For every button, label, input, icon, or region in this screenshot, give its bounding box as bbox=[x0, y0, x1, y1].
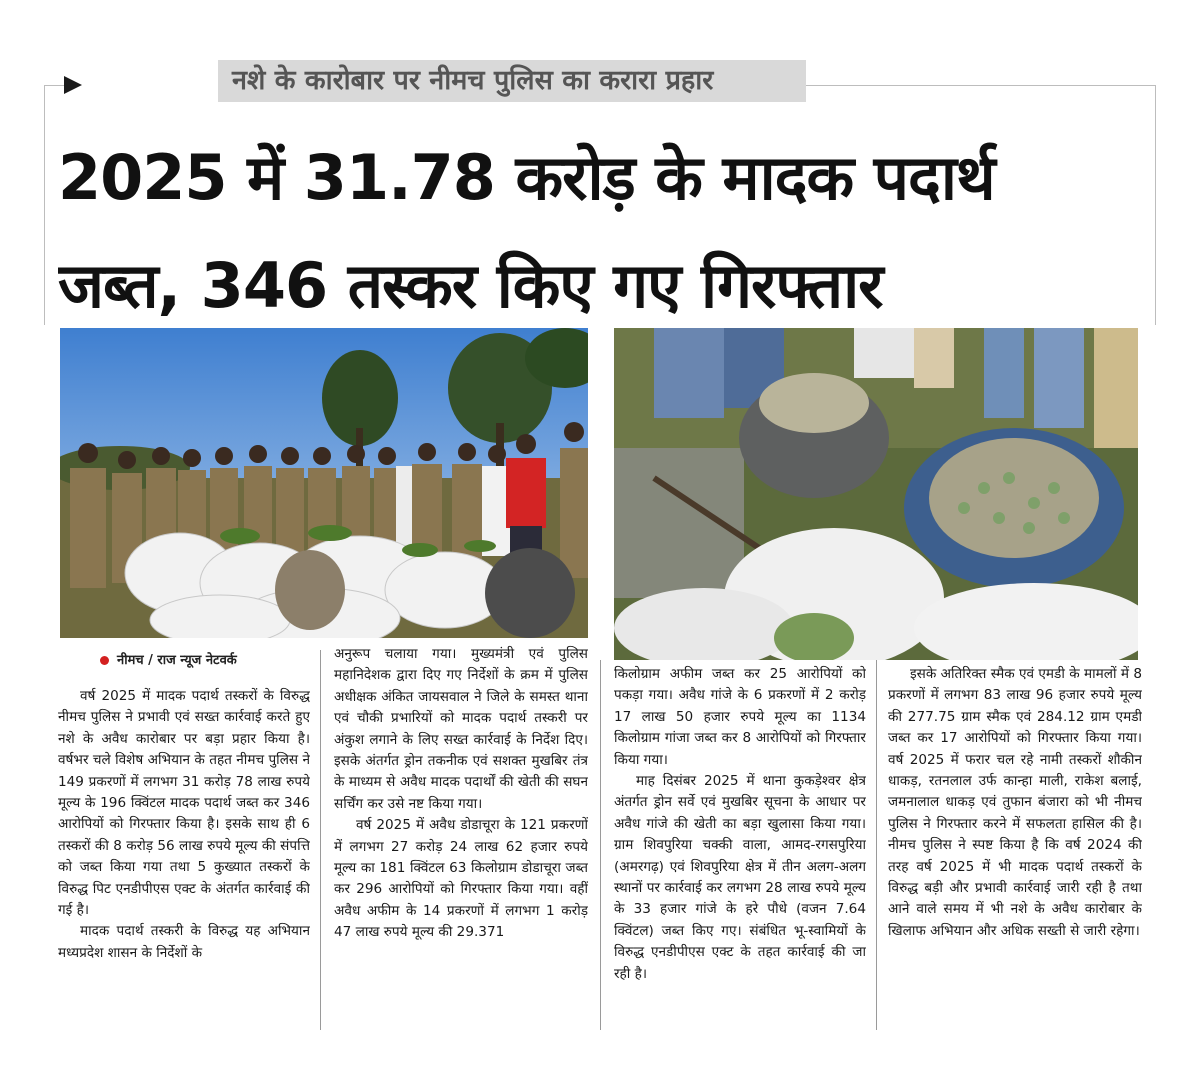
play-arrow-icon bbox=[64, 76, 82, 94]
column-separator-2 bbox=[600, 660, 601, 1030]
headline-line-2: जब्त, 346 तस्कर किए गए गिरफ्तार bbox=[58, 249, 883, 322]
frame-top-line bbox=[44, 85, 64, 86]
frame-left-line bbox=[44, 85, 45, 325]
column-2-paragraph-1: अनुरूप चलाया गया। मुख्यमंत्री एवं पुलिस महानिदेशक द्वारा दिए गए निर्देशों के क्रम में पुलिस अधीक्षक अंकित जायसवाल ने जिले के समस्त थाना एवं चौकी प्रभारियों को मादक पदार्थ तस्करी पर अंकुश लगाने के लिए सख्त कार्रवाई के निर्देश दिए। इसके अंतर्गत ड्रोन तकनीक एवं सशक्त मुखबिर तंत्र के माध्यम से अवैध मादक पदार्थों की खेती की सघन सर्चिंग कर उसे नष्ट किया गया। bbox=[334, 646, 588, 812]
frame-right-line bbox=[1155, 85, 1156, 325]
kicker-strap: नशे के कारोबार पर नीमच पुलिस का करारा प्रहार bbox=[218, 60, 806, 102]
column-separator-1 bbox=[320, 650, 321, 1030]
photo-police-seizure bbox=[60, 328, 588, 638]
article-column-4 bbox=[888, 664, 1142, 1028]
column-separator-3 bbox=[876, 660, 877, 1030]
credit-text: नीमच / राज न्यूज नेटवर्क bbox=[117, 653, 237, 668]
column-3-paragraph-2: माह दिसंबर 2025 में थाना कुकड़ेश्वर क्षेत्र अंतर्गत ड्रोन सर्वे एवं मुखबिर सूचना के आधार पर अवैध गांजे की खेती का बड़ा खुलासा किया गया। ग्राम शिवपुरिया चक्की वाला, आमद-रगसपुरिया (अमरगढ़) एवं शिवपुरिया क्षेत्र में तीन अलग-अलग स्थानों पर कार्रवाई कर लगभग 28 लाख रुपये मूल्य के 33 हजार गांजे के हरे पौधे (वजन 7.64 क्विंटल) जब्त किए गए। संबंधित भू-स्वामियों के विरुद्ध एनडीपीएस एक्ट के तहत कार्रवाई की जा रही है। bbox=[614, 773, 866, 982]
photo-seized-sacks-closeup bbox=[614, 328, 1138, 660]
column-1-paragraph-1: वर्ष 2025 में मादक पदार्थ तस्करों के विरुद्ध नीमच पुलिस ने प्रभावी एवं सख्त कार्रवाई करते हुए नशे के अवैध कारोबार पर बड़ा प्रहार किया है। वर्षभर चले विशेष अभियान के तहत नीमच पुलिस ने 149 प्रकरणों में लगभग 31 करोड़ 78 लाख रुपये मूल्य के 196 क्विंटल मादक पदार्थ जब्त कर 346 आरोपियों को गिरफ्तार किया है। इसके साथ ही 6 तस्करों की 8 करोड़ 56 लाख रुपये मूल्य की संपत्ति को जब्त किया गया तथा 5 कुख्यात तस्करों के विरुद्ध पिट एनडीपीएस एक्ट के अंतर्गत कार्रवाई की गई है। bbox=[58, 688, 310, 919]
photo-credit bbox=[100, 650, 237, 672]
headline-line-1: 2025 में 31.78 करोड़ के मादक पदार्थ bbox=[58, 141, 995, 214]
article-column-3 bbox=[614, 664, 866, 1028]
red-dot-icon bbox=[100, 656, 109, 665]
column-2-paragraph-2: वर्ष 2025 में अवैध डोडाचूरा के 121 प्रकरणों में लगभग 27 करोड़ 24 लाख 62 हजार रुपये मूल्य का 181 क्विंटल 63 किलोग्राम डोडाचूरा जब्त कर 296 आरोपियों को गिरफ्तार किया गया। वहीं अवैध अफीम के 14 प्रकरणों में लगभग 1 करोड़ 47 लाख रुपये मूल्य की 29.371 bbox=[334, 817, 588, 941]
article-column-1 bbox=[58, 686, 310, 1026]
frame-top-right-line bbox=[806, 85, 1156, 86]
column-4-paragraph-1: इसके अतिरिक्त स्मैक एवं एमडी के मामलों में 8 प्रकरणों में लगभग 83 लाख 96 हजार रुपये मूल्य की 277.75 ग्राम स्मैक एवं 284.12 ग्राम एमडी जब्त कर 17 आरोपियों को गिरफ्तार किया गया। वर्ष 2025 में फरार चल रहे नामी तस्करों शौकीन धाकड़, रतनलाल उर्फ कान्हा माली, राकेश बलाई, जमनालाल धाकड़ एवं तुफान बंजारा को भी नीमच पुलिस ने गिरफ्तार करने में सफलता हासिल की है।नीमच पुलिस ने स्पष्ट किया है कि वर्ष 2024 की तरह वर्ष 2025 में भी मादक पदार्थ तस्करों के विरुद्ध बड़ी और प्रभावी कार्रवाई जारी रही है तथा आने वाले समय में भी नशे के अवैध कारोबार के खिलाफ अभियान और अधिक सख्ती से जारी रहेगा। bbox=[888, 666, 1142, 939]
article-column-2 bbox=[334, 644, 588, 1028]
column-1-paragraph-2: मादक पदार्थ तस्करी के विरुद्ध यह अभियान मध्यप्रदेश शासन के निर्देशों के bbox=[58, 923, 310, 961]
column-3-paragraph-1: किलोग्राम अफीम जब्त कर 25 आरोपियों को पकड़ा गया। अवैध गांजे के 6 प्रकरणों में 2 करोड़ 17 लाख 50 हजार रुपये मूल्य का 1134 किलोग्राम गांजा जब्त कर 8 आरोपियों को गिरफ्तार किया गया। bbox=[614, 666, 866, 768]
